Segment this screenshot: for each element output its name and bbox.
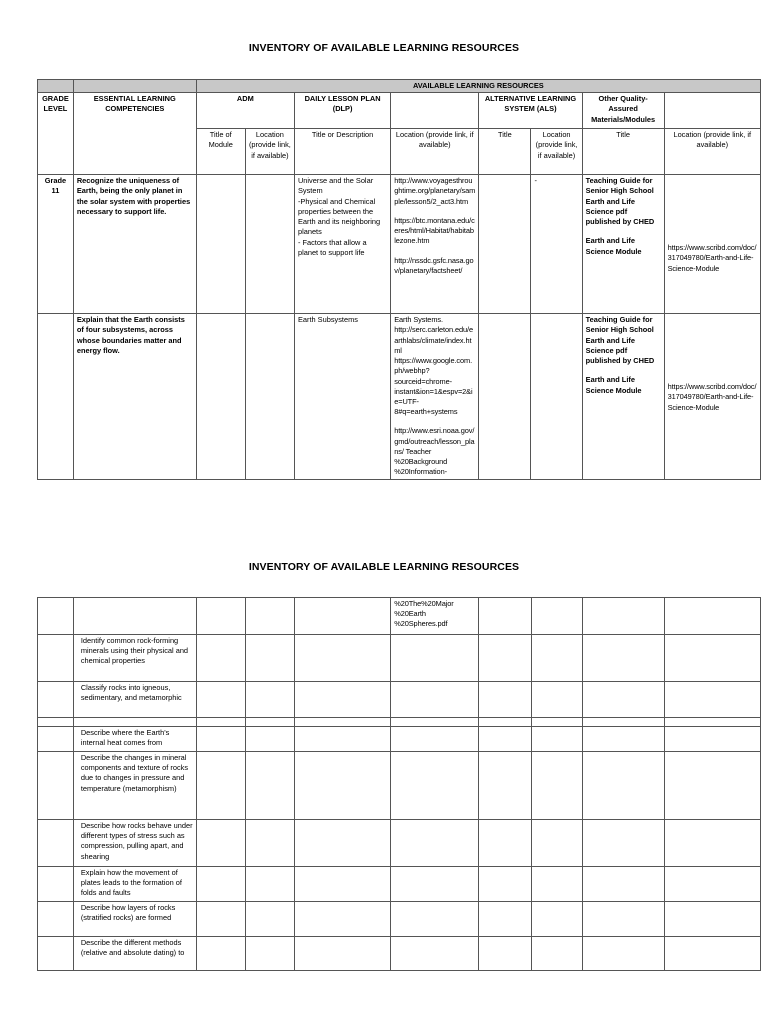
header-grade-level: GRADE LEVEL [38,93,74,175]
table-row [38,635,761,682]
subheader-adm-title: Title of Module [196,129,245,175]
competency-cell: Recognize the uniqueness of Earth, being the only planet in the solar system with properties necessary to support life. [73,175,196,314]
other-title-line: Teaching Guide for Senior High School Earth and Life Science pdf published by CHED [585,176,655,227]
als-title-cell [479,598,531,635]
competency-cell: Describe how layers of rocks (stratified rocks) are formed [73,902,196,937]
table-row [38,752,761,820]
competency-cell: Describe the changes in mineral components and texture of rocks due to changes in pressure and temperature (metamorphism) [73,752,196,820]
grade-cell: Grade 11 [38,175,74,314]
subheader-als-title: Title [479,129,531,175]
adm-title-cell [196,598,245,635]
header-competencies: ESSENTIAL LEARNING COMPETENCIES [73,93,196,175]
competency-cell: Identify common rock-forming minerals using their physical and chemical properties [73,635,196,682]
als-location-cell [531,314,582,479]
competency-cell: Describe the different methods (relative and absolute dating) to [73,937,196,971]
dlp-location-link[interactable]: http://nssdc.gsfc.nasa.gov/planetary/factsheet/ [394,255,474,275]
header-band-label: AVAILABLE LEARNING RESOURCES [196,80,760,93]
other-location-cell [664,175,760,314]
als-title-cell [479,314,531,479]
competency-cell: Describe how rocks behave under different types of stress such as compression, pulling apart, and shearing [73,820,196,867]
header-dlp: DAILY LESSON PLAN (DLP) [294,93,390,129]
grade-cell [38,598,74,635]
header-band-empty [73,80,196,93]
subheader-other-title: Title [582,129,664,175]
table-row [38,820,761,867]
dlp-title-line: -Physical and Chemical properties between the Earth and its neighboring planets [297,196,381,237]
competency-cell: Classify rocks into igneous, sedimentary, and metamorphic [73,682,196,718]
table-row [38,175,761,314]
adm-location-cell [245,175,294,314]
table-row [38,937,761,971]
table-row [38,314,761,479]
subheader-als-location: Location (provide link, if available) [531,129,582,175]
other-title-cell [582,598,664,635]
header-empty [391,93,479,129]
dlp-title-line: - Factors that allow a planet to support life [297,237,367,257]
other-title-cell [582,314,664,479]
dlp-location-link[interactable]: https://btc.montana.edu/ceres/html/Habitat/habitablezone.htm [394,215,475,246]
dlp-location-link[interactable]: Earth Systems. http://serc.carleton.edu/earthlabs/climate/index.html https://www.google.com.ph/webhp?sourceid=chrome-instant&ion=1&espv=2&ie=UTF-8#q=earth+systems [394,315,473,417]
adm-title-cell [196,175,245,314]
dlp-title-line: Earth Subsystems [297,315,358,325]
dlp-location-cell [391,598,479,635]
competency-cell: Explain how the movement of plates leads to the formation of folds and faults [73,867,196,902]
adm-location-cell [245,598,294,635]
inventory-table-continued [37,597,761,971]
dlp-title-line: Universe and the Solar System [297,176,374,196]
other-title-line: Teaching Guide for Senior High School Earth and Life Science pdf published by CHED [585,315,655,366]
header-als: ALTERNATIVE LEARNING SYSTEM (ALS) [479,93,582,129]
competency-cell [73,718,196,727]
dlp-location-cell [391,175,479,314]
subheader-dlp-title: Title or Description [294,129,390,175]
other-title-line: Earth and Life Science Module [585,375,642,395]
table-row [38,718,761,727]
dlp-title-cell [294,314,390,479]
table-row [38,727,761,752]
subheader-other-location: Location (provide link, if available) [664,129,760,175]
dlp-location-link[interactable]: http://www.esri.noaa.gov/gmd/outreach/lesson_plans/ Teacher %20Background %20Information- [394,426,475,477]
dlp-title-cell [294,598,390,635]
header-other: Other Quality-Assured Materials/Modules [582,93,664,129]
header-band-row [38,80,761,93]
other-title-cell [582,175,664,314]
table-row [38,902,761,937]
grade-cell [38,314,74,479]
page-title: INVENTORY OF AVAILABLE LEARNING RESOURCES [248,561,520,573]
als-location-cell: - [531,175,582,314]
table-row [38,682,761,718]
other-location-cell [664,598,760,635]
other-title-line: Earth and Life Science Module [585,236,642,256]
subheader-dlp-location: Location (provide link, if available) [391,129,479,175]
adm-location-cell [245,314,294,479]
dlp-location-link[interactable]: %20The%20Major %20Earth %20Spheres.pdf [394,599,454,629]
dlp-location-link[interactable]: http://www.voyagesthroughtime.org/planetary/sample/lesson5/2_act3.htm [394,176,476,206]
subheader-adm-location: Location (provide link, if available) [245,129,294,175]
header-band-empty [38,80,74,93]
other-location-link[interactable]: https://www.scribd.com/doc/317049780/Earth-and-Life-Science-Module [667,243,757,273]
table-row [38,598,761,635]
table-row [38,867,761,902]
other-location-cell [664,314,760,479]
competency-cell: Describe where the Earth's internal heat comes from [73,727,196,752]
page-title: INVENTORY OF AVAILABLE LEARNING RESOURCES [248,42,520,54]
competency-cell [73,598,196,635]
dlp-title-cell [294,175,390,314]
header-adm: ADM [196,93,294,129]
als-location-cell [531,598,582,635]
header-empty [664,93,760,129]
dlp-location-cell [391,314,479,479]
other-location-link[interactable]: https://www.scribd.com/doc/317049780/Earth-and-Life-Science-Module [667,382,757,412]
competency-cell: Explain that the Earth consists of four subsystems, across whose boundaries matter and energy flow. [73,314,196,479]
inventory-table [37,79,761,480]
als-title-cell [479,175,531,314]
adm-title-cell [196,314,245,479]
header-row [38,93,761,129]
